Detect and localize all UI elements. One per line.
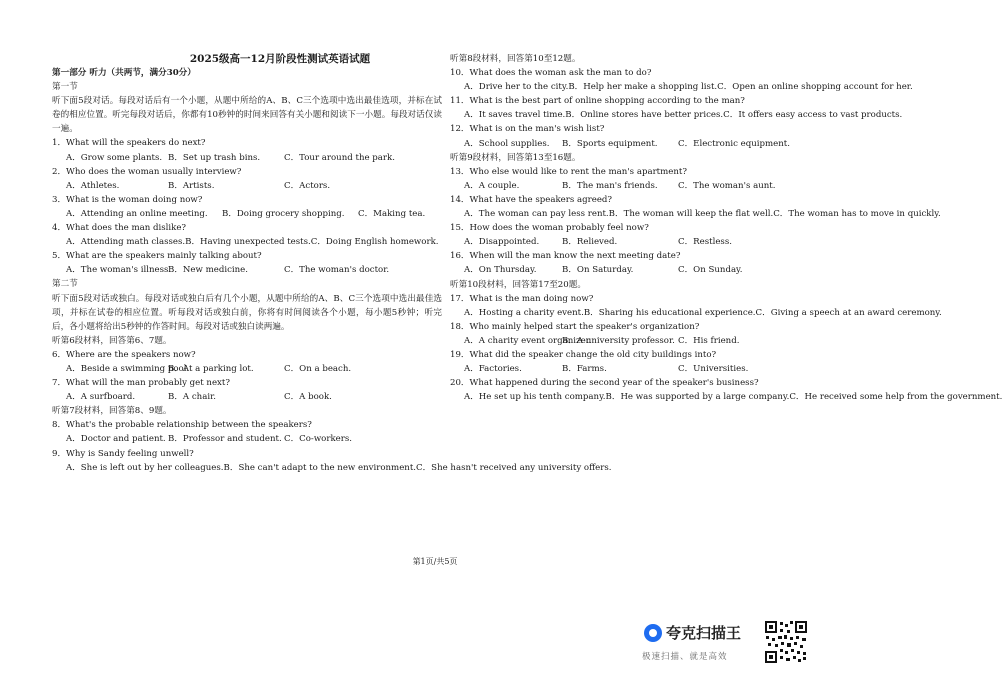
question-item xyxy=(450,165,830,193)
answer-option[interactable]: B．A university professor. xyxy=(562,335,675,346)
brand-logo-icon xyxy=(644,624,662,642)
question-stem: 15．How does the woman probably feel now? xyxy=(450,223,649,234)
section-note: 听第9段材料，回答第13至16题。 xyxy=(450,152,581,163)
answer-option[interactable]: C．He received some help from the government. xyxy=(789,392,1002,403)
question-item xyxy=(52,376,442,404)
answer-option[interactable]: C．The woman has to move in quickly. xyxy=(773,209,941,220)
question-item xyxy=(52,165,442,193)
answer-options xyxy=(450,334,830,348)
question-stem: 14．What have the speakers agreed? xyxy=(450,194,613,205)
question-stem: 2．Who does the woman usually interview? xyxy=(52,166,242,177)
question-item xyxy=(450,376,1002,404)
question-item xyxy=(450,249,830,277)
question-item xyxy=(450,66,913,94)
answer-options xyxy=(450,80,913,94)
question-stem: 10．What does the woman ask the man to do? xyxy=(450,68,652,79)
question-item xyxy=(450,320,830,348)
answer-options xyxy=(52,461,612,475)
answer-option[interactable]: C．Electronic equipment. xyxy=(678,138,790,149)
answer-option[interactable]: B．Relieved. xyxy=(562,237,618,248)
answer-option[interactable]: A．Disappointed. xyxy=(464,237,540,248)
answer-option[interactable]: C．A book. xyxy=(284,392,332,403)
question-stem: 7．What will the man probably get next? xyxy=(52,378,230,389)
question-item xyxy=(52,193,442,221)
question-stem: 8．What's the probable relationship between the speakers? xyxy=(52,420,312,431)
answer-options xyxy=(52,362,442,376)
answer-option[interactable]: A．The woman can pay less rent. xyxy=(464,209,609,220)
answer-option[interactable]: C．Open an online shopping account for her. xyxy=(717,82,913,93)
answer-options xyxy=(450,108,903,122)
question-item xyxy=(450,193,941,221)
answer-option[interactable]: B．New medicine. xyxy=(168,265,248,276)
answer-option[interactable]: A．It saves travel time. xyxy=(464,110,566,121)
answer-option[interactable]: A．Athletes. xyxy=(66,180,120,191)
question-item xyxy=(52,249,442,277)
question-stem: 11．What is the best part of online shopping according to the man? xyxy=(450,96,745,107)
answer-option[interactable]: B．Help her make a shopping list. xyxy=(568,82,718,93)
answer-option[interactable]: A．A couple. xyxy=(464,180,520,191)
answer-option[interactable]: B．She can't adapt to the new environment. xyxy=(223,462,417,473)
answer-options xyxy=(52,151,442,165)
answer-options xyxy=(450,179,830,193)
answer-option[interactable]: C．Tour around the park. xyxy=(284,152,395,163)
answer-option[interactable]: B．The man's friends. xyxy=(562,180,658,191)
answer-options xyxy=(450,137,830,151)
answer-options xyxy=(52,390,442,404)
answer-option[interactable]: C．Doing English homework. xyxy=(310,237,439,248)
answer-options xyxy=(52,179,442,193)
question-item xyxy=(52,447,612,475)
question-stem: 4．What does the man dislike? xyxy=(52,223,187,234)
question-stem: 20．What happened during the second year of the speaker's business? xyxy=(450,378,759,389)
answer-options xyxy=(450,235,830,249)
answer-option[interactable]: C．It offers easy access to vast products. xyxy=(723,110,903,121)
page-footer: 第1页/共5页 xyxy=(412,557,458,566)
answer-option[interactable]: B．Farms. xyxy=(562,364,607,375)
answer-option[interactable]: A．Beside a swimming pool. xyxy=(66,363,190,374)
answer-option[interactable]: A．The woman's illness. xyxy=(66,265,172,276)
question-stem: 17．What is the man doing now? xyxy=(450,293,594,304)
answer-option[interactable]: B．He was supported by a large company. xyxy=(605,392,790,403)
answer-options xyxy=(450,362,830,376)
answer-option[interactable]: B．Doing grocery shopping. xyxy=(222,208,345,219)
answer-option[interactable]: B．Online stores have better prices. xyxy=(565,110,724,121)
question-item xyxy=(52,418,442,446)
question-stem: 9．Why is Sandy feeling unwell? xyxy=(52,448,194,459)
question-stem: 1．What will the speakers do next? xyxy=(52,138,206,149)
question-item xyxy=(52,348,442,376)
answer-option[interactable]: C．Restless. xyxy=(678,237,732,248)
answer-option[interactable]: B．A chair. xyxy=(168,392,216,403)
answer-option[interactable]: C．The woman's aunt. xyxy=(678,180,776,191)
section1-heading: 第一节 xyxy=(52,82,78,93)
answer-option[interactable]: B．At a parking lot. xyxy=(168,363,254,374)
question-list xyxy=(52,136,442,277)
section2-instructions: 听下面5段对话或独白。每段对话或独白后有几个小题，从题中所给的A、B、C三个选项中选出最佳选项，并标在试卷的相应位置。听每段对话或独白前，你将有时间阅读各个小题，每小题5秒钟；听完后，各小题将给出5秒钟的作答时间。每段对话或独白读两遍。 xyxy=(52,293,442,332)
question-item xyxy=(450,292,942,320)
question-stem: 13．Who else would like to rent the man's apartment? xyxy=(450,166,687,177)
question-stem: 3．What is the woman doing now? xyxy=(52,194,203,205)
answer-option[interactable]: B．On Saturday. xyxy=(562,265,634,276)
answer-options xyxy=(450,207,941,221)
question-item xyxy=(450,122,830,150)
answer-option[interactable]: B．Sharing his educational experience. xyxy=(583,307,756,318)
answer-option[interactable]: C．His friend. xyxy=(678,335,740,346)
question-item xyxy=(450,94,903,122)
answer-option[interactable]: A．Attending an online meeting. xyxy=(66,208,208,219)
answer-option[interactable]: A．On Thursday. xyxy=(464,265,537,276)
question-item xyxy=(52,136,442,164)
section2-heading: 第二节 xyxy=(52,279,78,290)
qr-code-icon xyxy=(764,620,808,664)
question-item xyxy=(450,221,830,249)
answer-options xyxy=(450,263,830,277)
answer-option[interactable]: C．Co-workers. xyxy=(284,434,353,445)
answer-option[interactable]: A．School supplies. xyxy=(464,138,550,149)
exam-title: 2025级高一12月阶段性测试英语试题 xyxy=(189,53,371,65)
answer-option[interactable]: A．A surfboard. xyxy=(66,392,136,403)
answer-options xyxy=(52,263,442,277)
section1-instructions: 听下面5段对话。每段对话后有一个小题，从题中所给的A、B、C三个选项中选出最佳选项，并标在试卷的相应位置。听完每段对话后，你都有10秒钟的时间来回答有关小题和阅读下一小题。每段对话仅读一遍。 xyxy=(52,96,442,135)
answer-option[interactable]: C．Giving a speech at an award ceremony. xyxy=(755,307,942,318)
answer-option[interactable]: B．Sports equipment. xyxy=(562,138,658,149)
answer-option[interactable]: C．Actors. xyxy=(284,180,331,191)
scanner-watermark xyxy=(640,622,760,668)
answer-option[interactable]: A．A charity event organizer. xyxy=(464,335,592,346)
question-item xyxy=(450,348,830,376)
answer-option[interactable]: C．The woman's doctor. xyxy=(284,265,390,276)
answer-option[interactable]: A．Grow some plants. xyxy=(66,152,163,163)
answer-option[interactable]: B．The woman will keep the flat well. xyxy=(608,209,774,220)
answer-option[interactable]: C．She hasn't received any university offers. xyxy=(416,462,612,473)
answer-options xyxy=(450,306,942,320)
section-note: 听第7段材料，回答第8、9题。 xyxy=(52,406,172,417)
answer-option[interactable]: B．Artists. xyxy=(168,180,215,191)
answer-option[interactable]: B．Having unexpected tests. xyxy=(185,237,311,248)
brand-name: 夸克扫描王 xyxy=(666,624,742,642)
answer-option[interactable]: A．Hosting a charity event. xyxy=(464,307,584,318)
part1-heading: 第一部分 听力（共两节，满分30分） xyxy=(52,68,196,78)
right-column xyxy=(450,52,1002,404)
answer-option[interactable]: C．On a beach. xyxy=(284,363,352,374)
section-note: 听第8段材料，回答第10至12题。 xyxy=(450,54,581,64)
answer-option[interactable]: B．Professor and student. xyxy=(168,434,282,445)
answer-options xyxy=(52,207,442,221)
answer-option[interactable]: A．Drive her to the city. xyxy=(464,82,569,93)
question-stem: 19．What did the speaker change the old city buildings into? xyxy=(450,349,717,360)
answer-options xyxy=(450,390,1002,404)
question-stem: 18．Who mainly helped start the speaker's organization? xyxy=(450,321,700,332)
section-note: 听第6段材料，回答第6、7题。 xyxy=(52,335,172,346)
question-item xyxy=(52,221,442,249)
answer-options xyxy=(52,235,442,249)
question-stem: 12．What is on the man's wish list? xyxy=(450,124,605,135)
answer-option[interactable]: A．Doctor and patient. xyxy=(66,434,166,445)
answer-option[interactable]: A．She is left out by her colleagues. xyxy=(66,462,224,473)
answer-option[interactable]: C．Universities. xyxy=(678,364,749,375)
brand-slogan: 极速扫描、就是高效 xyxy=(642,652,728,662)
question-stem: 5．What are the speakers mainly talking about? xyxy=(52,251,262,262)
answer-option[interactable]: A．Factories. xyxy=(464,364,522,375)
answer-option[interactable]: B．Set up trash bins. xyxy=(168,152,261,163)
answer-options xyxy=(52,432,442,446)
question-stem: 16．When will the man know the next meeting date? xyxy=(450,251,681,262)
question-list xyxy=(450,52,1002,404)
section-note: 听第10段材料，回答第17至20题。 xyxy=(450,279,586,290)
answer-option[interactable]: C．On Sunday. xyxy=(678,265,743,276)
question-stem: 6．Where are the speakers now? xyxy=(52,349,196,360)
answer-option[interactable]: C．Making tea. xyxy=(358,208,426,219)
answer-option[interactable]: A．He set up his tenth company. xyxy=(464,392,606,403)
answer-option[interactable]: A．Attending math classes. xyxy=(66,237,186,248)
